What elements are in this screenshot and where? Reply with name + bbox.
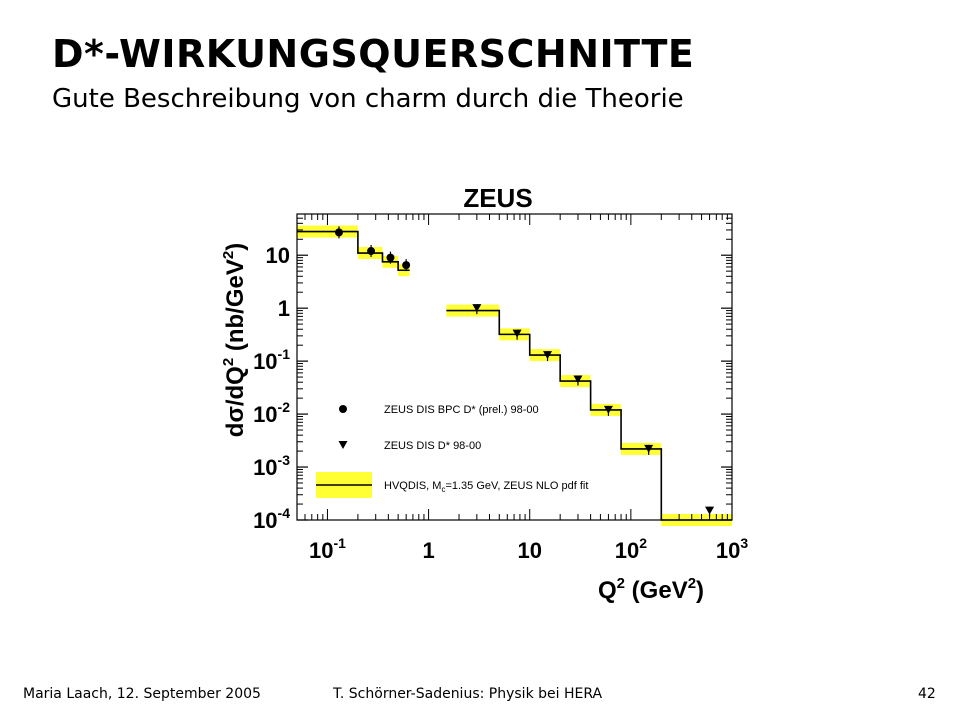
bpc-data-point — [367, 247, 375, 255]
data-points-layer — [335, 226, 714, 516]
legend-label: ZEUS DIS BPC D* (prel.) 98-00 — [384, 404, 539, 416]
axis-ticks — [253, 214, 748, 563]
bpc-data-point — [402, 261, 410, 269]
legend-label: HVQDIS, $M_c=1.35$ GeV, ZEUS NLO pdf fit — [384, 480, 589, 494]
legend-marker-circle — [339, 405, 347, 413]
x-tick-label: 10 — [517, 538, 542, 563]
y-tick-label: 10 — [265, 243, 290, 269]
y-axis-label: $d\sigma/dQ^2$ (nb/GeV$^2$) — [220, 242, 249, 438]
footer-author: T. Schörner-Sadenius: Physik bei HERA — [333, 686, 603, 702]
y-tick-label: $10^{-1}$ — [253, 346, 290, 375]
bpc-data-point — [335, 228, 343, 236]
y-tick-label: 1 — [277, 296, 290, 322]
legend-marker-triangle — [339, 441, 348, 449]
y-tick-label: $10^{-3}$ — [253, 452, 290, 481]
x-tick-label: $10^{-1}$ — [308, 535, 346, 563]
footer-event: Maria Laach, 12. September 2005 — [23, 686, 261, 702]
slide-subtitle: Gute Beschreibung von charm durch die Theorie — [52, 84, 684, 114]
x-tick-label: 1 — [422, 538, 435, 563]
x-tick-label: $10^3$ — [715, 535, 749, 563]
legend-label: ZEUS DIS D* 98-00 — [384, 440, 482, 452]
bpc-data-point — [386, 254, 394, 262]
legend — [316, 404, 588, 498]
y-tick-label: $10^{-4}$ — [253, 505, 290, 533]
page-number: 42 — [918, 686, 936, 702]
x-tick-label: $10^2$ — [614, 535, 648, 563]
dis-data-point — [705, 507, 714, 515]
slide-title: D*-WIRKUNGSQUERSCHNITTE — [52, 32, 695, 76]
y-tick-label: $10^{-2}$ — [253, 399, 290, 428]
x-axis-label: $Q^2$ (GeV$^2$) — [598, 575, 705, 604]
chart-title: ZEUS — [463, 183, 533, 213]
